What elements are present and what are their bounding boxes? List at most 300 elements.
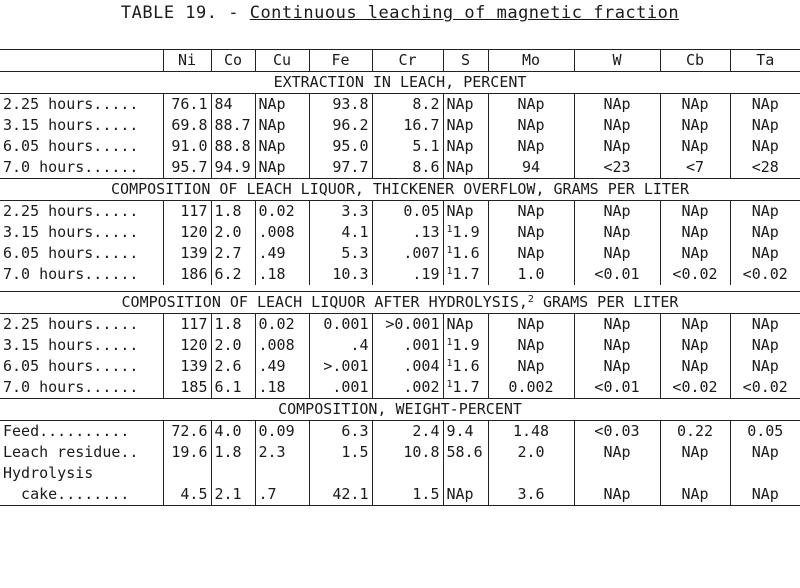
table-cell bbox=[163, 335, 211, 356]
table-cell bbox=[488, 157, 574, 179]
section-heading bbox=[0, 292, 800, 314]
table-row bbox=[0, 421, 800, 443]
table-cell bbox=[255, 264, 309, 285]
table-cell bbox=[660, 356, 730, 377]
col-header: Fe bbox=[309, 50, 372, 72]
table-cell bbox=[443, 157, 488, 179]
table-cell bbox=[660, 484, 730, 506]
table-cell bbox=[443, 335, 488, 356]
cell-value: 139 bbox=[180, 357, 208, 375]
table-title bbox=[0, 3, 800, 23]
table-row bbox=[0, 94, 800, 116]
cell-value: NAp bbox=[681, 244, 709, 262]
section-heading-row bbox=[0, 179, 800, 201]
cell-value: 58.6 bbox=[446, 443, 483, 461]
cell-value: 139 bbox=[180, 244, 208, 262]
cell-value: NAp bbox=[751, 315, 779, 333]
cell-value: 95.7 bbox=[171, 158, 208, 176]
cell-value: NAp bbox=[681, 137, 709, 155]
table-cell bbox=[211, 136, 255, 157]
cell-value: .49 bbox=[258, 244, 286, 262]
cell-value: <0.02 bbox=[742, 378, 788, 396]
table-cell bbox=[488, 264, 574, 285]
cell-value: 1.8 bbox=[214, 315, 242, 333]
cell-value: .18 bbox=[258, 378, 286, 396]
row-label: 2.25 hours..... bbox=[3, 202, 139, 220]
table-row bbox=[0, 442, 800, 463]
cell-value: 117 bbox=[180, 202, 208, 220]
cell-value: <0.01 bbox=[594, 378, 640, 396]
cell-value: 2.0 bbox=[214, 336, 242, 354]
table-cell bbox=[309, 115, 372, 136]
table-cell bbox=[372, 356, 443, 377]
table-cell bbox=[488, 335, 574, 356]
table-cell bbox=[255, 222, 309, 243]
cell-value: 9.4 bbox=[446, 422, 474, 440]
table-cell bbox=[163, 157, 211, 179]
table-cell bbox=[309, 463, 372, 484]
table-cell bbox=[488, 94, 574, 116]
cell-value: NAp bbox=[258, 95, 286, 113]
cell-value: .49 bbox=[258, 357, 286, 375]
table-cell bbox=[660, 421, 730, 443]
cell-value: 88.8 bbox=[214, 137, 251, 155]
table-cell bbox=[574, 264, 660, 285]
row-label: 3.15 hours..... bbox=[3, 336, 139, 354]
section-heading-row bbox=[0, 292, 800, 314]
table-cell bbox=[372, 222, 443, 243]
cell-value: NAp bbox=[751, 357, 779, 375]
table-row bbox=[0, 222, 800, 243]
cell-value: 0.22 bbox=[676, 422, 714, 440]
table-row bbox=[0, 314, 800, 336]
cell-value: .002 bbox=[403, 378, 440, 396]
footnote-marker: 1 bbox=[446, 337, 453, 348]
cell-value: 1.8 bbox=[214, 443, 242, 461]
row-label: 7.0 hours...... bbox=[3, 378, 139, 396]
table-cell bbox=[255, 356, 309, 377]
table-cell bbox=[309, 222, 372, 243]
table-cell bbox=[211, 377, 255, 399]
table-cell bbox=[443, 314, 488, 336]
cell-value: >.001 bbox=[323, 357, 369, 375]
table-cell bbox=[211, 421, 255, 443]
table-cell bbox=[660, 115, 730, 136]
table-cell bbox=[372, 377, 443, 399]
cell-value: .001 bbox=[332, 378, 369, 396]
table-cell bbox=[309, 484, 372, 506]
leaching-table bbox=[0, 49, 800, 506]
table-cell bbox=[255, 201, 309, 223]
table-cell bbox=[488, 136, 574, 157]
table-cell bbox=[255, 463, 309, 484]
cell-value: <0.03 bbox=[594, 422, 640, 440]
table-cell bbox=[488, 115, 574, 136]
cell-value: NAp bbox=[517, 223, 545, 241]
table-cell bbox=[211, 243, 255, 264]
table-cell bbox=[488, 243, 574, 264]
cell-value: .18 bbox=[258, 265, 286, 283]
cell-value: 5.3 bbox=[341, 244, 369, 262]
table-cell bbox=[372, 201, 443, 223]
table-cell bbox=[660, 94, 730, 116]
cell-value: NAp bbox=[517, 95, 545, 113]
table-row bbox=[0, 377, 800, 399]
cell-value: <0.01 bbox=[594, 265, 640, 283]
table-cell bbox=[574, 356, 660, 377]
table-cell bbox=[443, 136, 488, 157]
table-cell bbox=[255, 442, 309, 463]
cell-value: NAp bbox=[603, 244, 631, 262]
cell-value: .7 bbox=[258, 485, 277, 503]
cell-value: 2.3 bbox=[258, 443, 286, 461]
table-cell bbox=[255, 94, 309, 116]
cell-value: 1.5 bbox=[341, 443, 369, 461]
cell-value: 2.0 bbox=[214, 223, 242, 241]
table-cell bbox=[255, 243, 309, 264]
table-row bbox=[0, 115, 800, 136]
cell-value: NAp bbox=[603, 202, 631, 220]
section-heading-row bbox=[0, 399, 800, 421]
cell-value: NAp bbox=[681, 485, 709, 503]
cell-value: NAp bbox=[603, 315, 631, 333]
cell-value: NAp bbox=[446, 95, 474, 113]
col-header: Cr bbox=[372, 50, 443, 72]
cell-value: NAp bbox=[603, 357, 631, 375]
column-header-row bbox=[0, 50, 800, 72]
table-cell bbox=[372, 484, 443, 506]
table-cell bbox=[309, 335, 372, 356]
col-header: Cu bbox=[255, 50, 309, 72]
cell-value: 3.3 bbox=[341, 202, 369, 220]
table-cell bbox=[372, 115, 443, 136]
table-cell bbox=[372, 157, 443, 179]
row-label: Hydrolysis bbox=[3, 464, 94, 482]
section-heading bbox=[0, 399, 800, 421]
table-cell bbox=[574, 484, 660, 506]
table-cell bbox=[730, 335, 800, 356]
cell-value: 1.5 bbox=[412, 485, 440, 503]
cell-value: NAp bbox=[751, 443, 779, 461]
table-cell bbox=[309, 243, 372, 264]
cell-value: NAp bbox=[751, 95, 779, 113]
table-cell bbox=[163, 314, 211, 336]
table-cell bbox=[443, 463, 488, 484]
cell-value: 16.7 bbox=[403, 116, 440, 134]
table-cell bbox=[660, 157, 730, 179]
table-row bbox=[0, 484, 800, 506]
footnote-marker: 1 bbox=[446, 266, 453, 277]
cell-value: 2.6 bbox=[214, 357, 242, 375]
table-cell bbox=[730, 136, 800, 157]
cell-value: NAp bbox=[517, 336, 545, 354]
cell-value: 72.6 bbox=[171, 422, 208, 440]
section-heading-text: EXTRACTION IN LEACH, PERCENT bbox=[273, 73, 527, 91]
cell-value: NAp bbox=[681, 95, 709, 113]
cell-value: 8.2 bbox=[412, 95, 440, 113]
table-cell bbox=[660, 243, 730, 264]
table-cell bbox=[574, 421, 660, 443]
cell-value: 42.1 bbox=[332, 485, 369, 503]
table-cell bbox=[211, 484, 255, 506]
table-cell bbox=[660, 314, 730, 336]
table-cell bbox=[309, 442, 372, 463]
cell-value: <0.02 bbox=[672, 378, 718, 396]
table-cell bbox=[574, 222, 660, 243]
cell-value: .007 bbox=[403, 244, 440, 262]
cell-value: NAp bbox=[258, 137, 286, 155]
table-cell bbox=[255, 377, 309, 399]
row-label: 6.05 hours..... bbox=[3, 137, 139, 155]
cell-value: 1.8 bbox=[214, 202, 242, 220]
cell-value: 120 bbox=[180, 336, 208, 354]
cell-value: .19 bbox=[412, 265, 440, 283]
cell-value: <0.02 bbox=[672, 265, 718, 283]
table-cell bbox=[309, 377, 372, 399]
table-row bbox=[0, 136, 800, 157]
table-cell bbox=[574, 243, 660, 264]
table-row bbox=[0, 463, 800, 484]
table-row bbox=[0, 264, 800, 285]
section-heading-text: COMPOSITION, WEIGHT-PERCENT bbox=[278, 400, 522, 418]
cell-value: NAp bbox=[446, 485, 474, 503]
table-cell bbox=[443, 442, 488, 463]
cell-value: NAp bbox=[681, 443, 709, 461]
cell-value: >0.001 bbox=[385, 315, 440, 333]
table-cell bbox=[660, 136, 730, 157]
cell-value: 10.8 bbox=[403, 443, 440, 461]
section-heading-row bbox=[0, 72, 800, 94]
cell-value: 93.8 bbox=[332, 95, 369, 113]
cell-value: 96.2 bbox=[332, 116, 369, 134]
cell-value: NAp bbox=[751, 336, 779, 354]
cell-value: 0.001 bbox=[323, 315, 369, 333]
table-row bbox=[0, 243, 800, 264]
table-cell bbox=[163, 421, 211, 443]
cell-value: 6.2 bbox=[214, 265, 242, 283]
table-cell bbox=[574, 377, 660, 399]
table-cell bbox=[372, 314, 443, 336]
table-cell bbox=[255, 314, 309, 336]
table-cell bbox=[309, 314, 372, 336]
col-header: Mo bbox=[488, 50, 574, 72]
table-cell bbox=[163, 377, 211, 399]
header-blank bbox=[0, 50, 163, 72]
table-cell bbox=[255, 335, 309, 356]
row-label: Leach residue.. bbox=[3, 443, 139, 461]
cell-value: 4.5 bbox=[180, 485, 208, 503]
cell-value: .13 bbox=[412, 223, 440, 241]
col-header: S bbox=[443, 50, 488, 72]
table-cell bbox=[163, 222, 211, 243]
footnote-marker: 2 bbox=[527, 294, 534, 305]
cell-value: NAp bbox=[681, 315, 709, 333]
table-cell bbox=[443, 264, 488, 285]
table-cell bbox=[730, 157, 800, 179]
footnote-marker: 1 bbox=[446, 224, 453, 235]
col-header: W bbox=[574, 50, 660, 72]
cell-value: NAp bbox=[258, 116, 286, 134]
table-cell bbox=[443, 356, 488, 377]
table-cell bbox=[730, 421, 800, 443]
table-cell bbox=[730, 314, 800, 336]
table-cell bbox=[255, 484, 309, 506]
cell-value: 120 bbox=[180, 223, 208, 241]
table-body bbox=[0, 72, 800, 506]
col-header: Cb bbox=[660, 50, 730, 72]
cell-value: 97.7 bbox=[332, 158, 369, 176]
table-cell bbox=[211, 222, 255, 243]
cell-value: NAp bbox=[681, 336, 709, 354]
table-cell bbox=[574, 157, 660, 179]
cell-value: NAp bbox=[681, 223, 709, 241]
table-cell bbox=[163, 463, 211, 484]
cell-value: NAp bbox=[751, 116, 779, 134]
cell-value: 1.48 bbox=[512, 422, 550, 440]
row-label: 6.05 hours..... bbox=[3, 357, 139, 375]
table-cell bbox=[309, 157, 372, 179]
table-cell bbox=[372, 264, 443, 285]
table-cell bbox=[488, 377, 574, 399]
section-heading-text: COMPOSITION OF LEACH LIQUOR AFTER HYDROLYSIS, bbox=[121, 293, 528, 311]
table-cell bbox=[488, 201, 574, 223]
cell-value: 117 bbox=[180, 315, 208, 333]
cell-value: 0.002 bbox=[508, 378, 554, 396]
cell-value: 2.4 bbox=[412, 422, 440, 440]
cell-value: NAp bbox=[603, 336, 631, 354]
table-cell bbox=[443, 115, 488, 136]
table-cell bbox=[660, 201, 730, 223]
footnote-marker: 1 bbox=[446, 358, 453, 369]
table-cell bbox=[574, 335, 660, 356]
cell-value: 76.1 bbox=[171, 95, 208, 113]
cell-value: <23 bbox=[603, 158, 631, 176]
cell-value: 0.02 bbox=[258, 315, 295, 333]
table-cell bbox=[211, 157, 255, 179]
cell-value: NAp bbox=[603, 223, 631, 241]
cell-value: <28 bbox=[751, 158, 779, 176]
table-cell bbox=[730, 201, 800, 223]
table-cell bbox=[660, 264, 730, 285]
row-label: 7.0 hours...... bbox=[3, 265, 139, 283]
table-row bbox=[0, 201, 800, 223]
footnote-marker: 1 bbox=[446, 245, 453, 256]
cell-value: 4.0 bbox=[214, 422, 242, 440]
section-heading-text: COMPOSITION OF LEACH LIQUOR, THICKENER OVERFLOW, GRAMS PER LITER bbox=[111, 180, 689, 198]
table-cell bbox=[730, 243, 800, 264]
table-cell bbox=[309, 421, 372, 443]
table-cell bbox=[211, 264, 255, 285]
table-cell bbox=[574, 442, 660, 463]
cell-value: 10.3 bbox=[332, 265, 369, 283]
table-cell bbox=[730, 115, 800, 136]
table-cell bbox=[660, 377, 730, 399]
cell-value: 1.7 bbox=[452, 265, 480, 283]
cell-value: NAp bbox=[681, 357, 709, 375]
col-header: Co bbox=[211, 50, 255, 72]
table-cell bbox=[211, 335, 255, 356]
cell-value: 0.05 bbox=[403, 202, 440, 220]
table-cell bbox=[488, 356, 574, 377]
table-cell bbox=[488, 421, 574, 443]
cell-value: 2.7 bbox=[214, 244, 242, 262]
table-cell bbox=[443, 94, 488, 116]
cell-value: 88.7 bbox=[214, 116, 251, 134]
cell-value: NAp bbox=[681, 116, 709, 134]
table-cell bbox=[163, 115, 211, 136]
table-cell bbox=[372, 243, 443, 264]
table-caption: Continuous leaching of magnetic fraction bbox=[249, 3, 680, 23]
table-cell bbox=[443, 377, 488, 399]
table-cell bbox=[443, 421, 488, 443]
cell-value: NAp bbox=[446, 202, 474, 220]
section-heading bbox=[0, 72, 800, 94]
cell-value: NAp bbox=[446, 116, 474, 134]
table-cell bbox=[443, 243, 488, 264]
cell-value: 91.0 bbox=[171, 137, 208, 155]
table-cell bbox=[309, 356, 372, 377]
table-cell bbox=[488, 484, 574, 506]
row-label: Feed.......... bbox=[3, 422, 130, 440]
table-cell bbox=[255, 421, 309, 443]
table-cell bbox=[309, 264, 372, 285]
table-cell bbox=[443, 201, 488, 223]
cell-value: 95.0 bbox=[332, 137, 369, 155]
cell-value: NAp bbox=[517, 244, 545, 262]
cell-value: NAp bbox=[751, 223, 779, 241]
cell-value: NAp bbox=[446, 137, 474, 155]
table-row bbox=[0, 157, 800, 179]
cell-value: 186 bbox=[180, 265, 208, 283]
cell-value: 0.09 bbox=[258, 422, 295, 440]
table-cell bbox=[488, 222, 574, 243]
cell-value: 0.02 bbox=[258, 202, 295, 220]
cell-value: 185 bbox=[180, 378, 208, 396]
table-cell bbox=[730, 94, 800, 116]
cell-value: 1.6 bbox=[452, 244, 480, 262]
cell-value: NAp bbox=[517, 315, 545, 333]
table-cell bbox=[163, 484, 211, 506]
cell-value: NAp bbox=[517, 357, 545, 375]
row-label: 2.25 hours..... bbox=[3, 315, 139, 333]
cell-value: 2.1 bbox=[214, 485, 242, 503]
table-cell bbox=[211, 201, 255, 223]
table-cell bbox=[443, 222, 488, 243]
table-cell bbox=[488, 314, 574, 336]
cell-value: NAp bbox=[751, 202, 779, 220]
table-cell bbox=[372, 136, 443, 157]
table-cell bbox=[163, 136, 211, 157]
table-cell bbox=[372, 442, 443, 463]
section-heading bbox=[0, 179, 800, 201]
table-cell bbox=[372, 421, 443, 443]
cell-value: NAp bbox=[603, 116, 631, 134]
cell-value: NAp bbox=[603, 485, 631, 503]
table-cell bbox=[574, 201, 660, 223]
table-cell bbox=[211, 356, 255, 377]
col-header: Ta bbox=[730, 50, 800, 72]
table-cell bbox=[211, 94, 255, 116]
cell-value: NAp bbox=[258, 158, 286, 176]
col-header: Ni bbox=[163, 50, 211, 72]
cell-value: NAp bbox=[517, 116, 545, 134]
cell-value: NAp bbox=[603, 95, 631, 113]
table-cell bbox=[372, 335, 443, 356]
table-cell bbox=[163, 264, 211, 285]
cell-value: 8.6 bbox=[412, 158, 440, 176]
table-cell bbox=[372, 94, 443, 116]
cell-value: NAp bbox=[517, 137, 545, 155]
